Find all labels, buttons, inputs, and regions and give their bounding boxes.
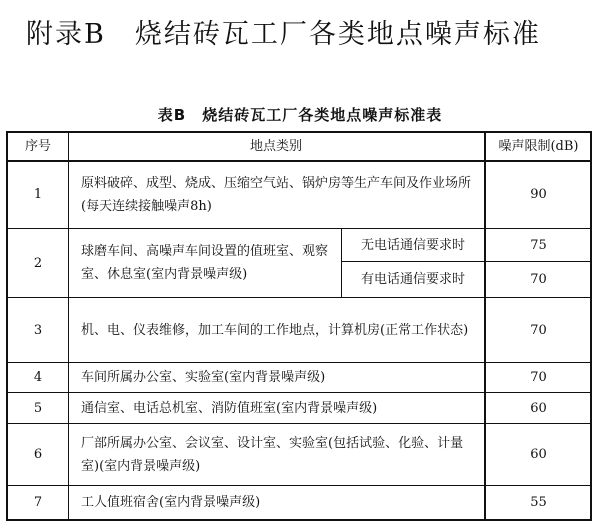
row-2-location: 球磨车间、高噪声车间设置的值班室、观察室、休息室(室内背景噪声级) xyxy=(81,244,329,282)
row-5-limit: 60 xyxy=(530,400,547,416)
noise-standard-table xyxy=(6,131,592,521)
row-1-index: 1 xyxy=(33,187,43,202)
table-caption: 表B 烧结砖瓦工厂各类地点噪声标准表 xyxy=(157,106,443,124)
row-2-limit-2: 70 xyxy=(530,272,547,287)
row-3-limit: 70 xyxy=(530,322,547,338)
row-6-location: 厂部所属办公室、会议室、设计室、实验室(包括试验、化验、计量室)(室内背景噪声级) xyxy=(81,435,464,474)
header-index: 序号 xyxy=(24,139,51,154)
row-3-index: 3 xyxy=(33,322,43,338)
row-7-location: 工人值班宿舍(室内背景噪声级) xyxy=(81,495,261,510)
row-1-limit: 90 xyxy=(530,187,547,202)
row-5-index: 5 xyxy=(33,400,43,416)
row-3-location: 机、电、仪表维修，加工车间的工作地点，计算机房(正常工作状态) xyxy=(81,322,469,338)
row-2-index: 2 xyxy=(33,255,43,271)
row-2-limit-1: 75 xyxy=(530,237,547,253)
row-6-index: 6 xyxy=(33,447,43,462)
header-limit: 噪声限制(dB) xyxy=(498,139,579,154)
row-7-limit: 55 xyxy=(530,495,547,510)
row-6-limit: 60 xyxy=(530,447,547,462)
row-4-limit: 70 xyxy=(530,370,547,385)
row-4-index: 4 xyxy=(33,370,43,385)
row-2-condition-1: 无电话通信要求时 xyxy=(360,237,465,253)
row-1-location: 原料破碎、成型、烧成、压缩空气站、锅炉房等生产车间及作业场所(每天连续接触噪声8h) xyxy=(81,175,472,214)
row-2-condition-2: 有电话通信要求时 xyxy=(360,272,465,287)
appendix-title: 附录B 烧结砖瓦工厂各类地点噪声标准 xyxy=(26,19,541,50)
row-4-location: 车间所属办公室、实验室(室内背景噪声级) xyxy=(81,370,326,385)
header-location: 地点类别 xyxy=(249,139,302,154)
row-5-location: 通信室、电话总机室、消防值班室(室内背景噪声级) xyxy=(81,400,378,416)
row-7-index: 7 xyxy=(33,495,43,510)
